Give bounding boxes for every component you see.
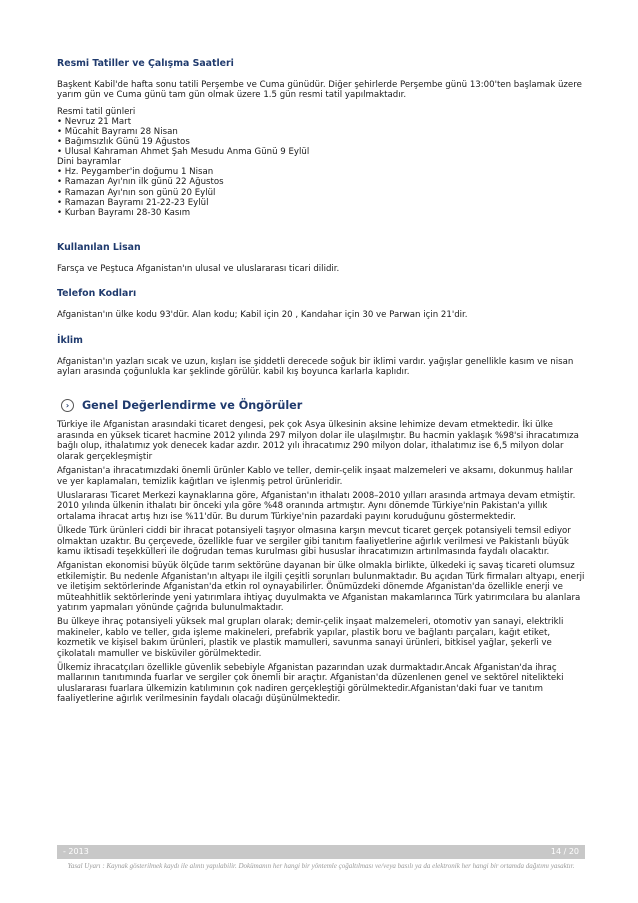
list-item: Dini bayramlar: [57, 157, 121, 168]
legal-disclaimer: Yasal Uyarı : Kaynak gösterilmek kaydı ile alıntı yapılabilir. Dokümanın her hangi bir yöntemle çoğaltılması ve/veya basılı ya da elektronik her hangi bir ortamda dağıtımı yasaktır.: [67, 862, 575, 870]
climate-title: İklim: [57, 334, 83, 346]
paragraph: Uluslararası Ticaret Merkezi kaynaklarına göre, Afganistan'ın ithalatı 2008–2010 yılları arasında artmaya devam etmiştir. 2010 yılında ülkenin ithalatı bir önceki yıla göre %48 oranında artmıştır. Aynı dönemde Türkiye'nin Pakistan'a yıllık ortalama ihracat artış hızı ise %11'dür. Bu durum Türkiye'nin pazardaki payını koruduğunu göstermektedir.: [57, 490, 576, 522]
language-title: Kullanılan Lisan: [57, 241, 141, 253]
holidays-list: [57, 107, 585, 218]
climate-text: Afganistan'ın yazları sıcak ve uzun, kışları ise şiddetli derecede soğuk bir iklimi vardır. yağışlar genellikle kasım ve nisan ayları arasında çoğunlukla kar şeklinde görülür. kabil kış boyunca karlarla kaplıdır.: [57, 356, 574, 378]
assessment-title: Genel Değerlendirme ve Öngörüler: [82, 399, 303, 413]
list-item: • Bağımsızlık Günü 19 Ağustos: [57, 137, 190, 148]
page-number: 14 / 20: [550, 847, 579, 856]
list-item: • Nevruz 21 Mart: [57, 116, 132, 127]
paragraph: Bu ülkeye ihraç potansiyeli yüksek mal grupları olarak; demir-çelik inşaat malzemeleri, otomotiv yan sanayi, elektrikli makineler, kablo ve teller, gıda işleme makineleri, prefabrik yapılar, plastik boru ve bağlantı parçaları, kağıt etiket, kozmetik ve kişisel bakım ürünleri, plastik ve plastik mamulleri, savunma sanayi ürünleri, bitkisel yağlar, şekerli ve çikolatalı mamuller ve bisküviler görülmektedir.: [57, 617, 564, 659]
paragraph: Türkiye ile Afganistan arasındaki ticaret dengesi, pek çok Asya ülkesinin aksine lehimize devam etmektedir. İki ülke arasında en yüksek ticaret hacmine 2012 yılında 297 milyon dolar ile ulaşılmıştır. Bu hacmin yaklaşık %98'si ihracatımıza bağlı olup, ithalatımız yok denecek kadar azdır. 2012 yılı ihracatımız 290 milyon dolar, ithalatımız ise 6,5 milyon dolar olarak gerçekleşmiştir: [57, 420, 579, 462]
document-content: [57, 58, 585, 709]
list-item: • Ramazan Ayı'nın son günü 20 Eylül: [57, 187, 216, 198]
list-item: • Ulusal Kahraman Ahmet Şah Mesudu Anma Günü 9 Eylül: [57, 147, 310, 158]
list-item: • Hz. Peygamber'in doğumu 1 Nisan: [57, 167, 214, 178]
language-text: Farsça ve Peştuca Afganistan'ın ulusal ve uluslararası ticari dilidir.: [57, 263, 340, 274]
list-item: • Kurban Bayramı 28-30 Kasım: [57, 207, 191, 218]
assessment-body: [57, 420, 585, 704]
page-footer-bar: [57, 845, 585, 859]
chevron-right-circle-icon: ›: [61, 399, 74, 412]
list-item: • Mücahit Bayramı 28 Nisan: [57, 127, 178, 137]
list-item: • Ramazan Ayı'nın ilk günü 22 Ağustos: [57, 177, 224, 188]
phone-title: Telefon Kodları: [57, 288, 137, 300]
footer-year: - 2013: [63, 847, 89, 856]
holidays-intro: Başkent Kabil'de hafta sonu tatili Perşembe ve Cuma günüdür. Diğer şehirlerde Perşembe günü 13:00'ten başlamak üzere yarım gün ve Cuma günü tam gün olmak üzere 1.5 gün resmi tatil yapılmaktadır.: [57, 80, 582, 101]
holidays-title: Resmi Tatiller ve Çalışma Saatleri: [57, 58, 234, 69]
paragraph: Ülkemiz ihracatçıları özellikle güvenlik sebebiyle Afganistan pazarından uzak durmaktadır.Ancak Afganistan'da ihraç mallarının tanıtımında fuarlar ve sergiler çok önemli bir araçtır. Afganistan'da düzenlenen genel ve sektörel nitelikteki uluslararası fuarlara ülkemizin katılımının çok nadiren gerçekleştiği görülmektedir.Afganistan'daki fuar ve tanıtım faaliyetlerine ağırlık verilmesinin faydalı olacağı düşünülmektedir.: [57, 663, 564, 705]
paragraph: Ülkede Türk ürünleri ciddi bir ihracat potansiyeli taşıyor olmasına karşın mevcut ticaret gerçek potansiyeli temsil ediyor olmaktan uzaktır. Bu çerçevede, özellikle fuar ve sergiler gibi tanıtım faaliyetlerine ağırlık verilmesi ve Pakistanlı büyük kamu iktisadi teşekkülleri ile doğrudan temas kurulması gibi hususlar ihracatımızın artırılmasında faydalı olacaktır.: [57, 526, 571, 557]
paragraph: Afganistan ekonomisi büyük ölçüde tarım sektörüne dayanan bir ülke olmakla birlikte, ülkedeki iç savaş ticareti olumsuz etkilemiştir. Bu nedenle Afganistan'ın altyapı ile ilgili çeşitli sorunları bulunmaktadır. Bu açıdan Türk firmaları altyapı, enerji ve iletişim sektörlerinde Afganistan'da etkin rol oynayabilirler. Önümüzdeki dönemde Afganistan'da özellikle enerji ve müteahhitlik sektörlerinde yeni yatırımlara ihtiyaç duyulmakta ve Afganistan makamlarınca Türk yatırımcılara bu alanlara yatırım yapmaları yönünde çağrıda bulunulmaktadır.: [57, 561, 585, 613]
list-item: Resmi tatil günleri: [57, 106, 136, 117]
list-item: • Ramazan Bayramı 21-22-23 Eylül: [57, 197, 209, 208]
phone-text: Afganistan'ın ülke kodu 93'dür. Alan kodu; Kabil için 20 , Kandahar için 30 ve Parwan için 21'dir.: [57, 310, 468, 321]
assessment-heading: [61, 399, 585, 412]
paragraph: Afganistan'a ihracatımızdaki önemli ürünler Kablo ve teller, demir-çelik inşaat malzemeleri ve aksamı, dokunmuş halılar ve yer kaplamaları, temizlik kağıtları ve işlenmiş petrol ürünleridir.: [57, 466, 573, 487]
